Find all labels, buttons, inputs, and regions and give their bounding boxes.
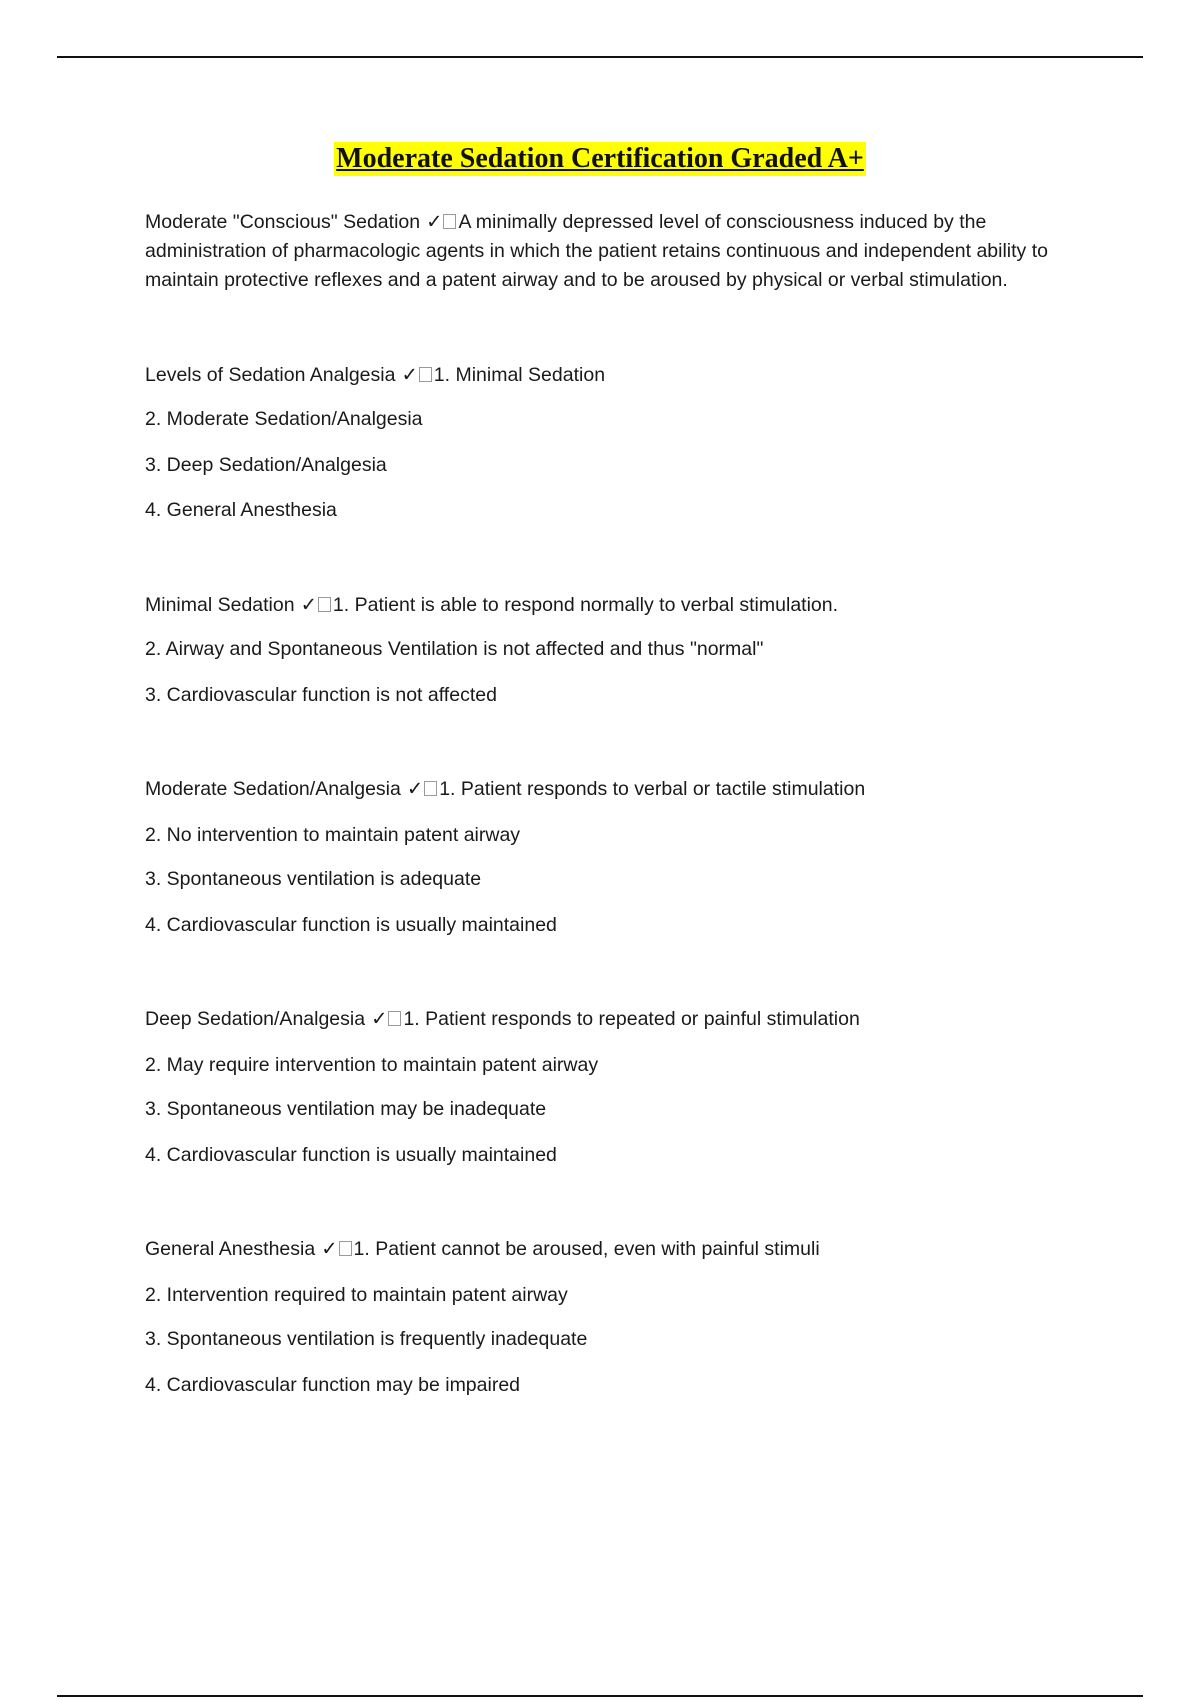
box-icon	[419, 367, 432, 382]
list-item: 2. No intervention to maintain patent airway	[145, 824, 521, 846]
top-rule	[57, 56, 1143, 58]
list-item: 3. Spontaneous ventilation may be inadequate	[145, 1098, 547, 1120]
list-item: 4. Cardiovascular function may be impaired	[145, 1374, 521, 1396]
check-mark-icon: ✓	[406, 777, 424, 800]
list-item: 3. Spontaneous ventilation is frequently inadequate	[145, 1328, 588, 1350]
title-container	[0, 142, 1200, 176]
definition-paragraph	[145, 207, 1093, 295]
list-item: 2. May require intervention to maintain patent airway	[145, 1054, 599, 1076]
section-first-item: 1. Patient cannot be aroused, even with painful stimuli	[353, 1238, 820, 1260]
section-term: General Anesthesia	[145, 1238, 316, 1260]
list-item: 4. General Anesthesia	[145, 499, 337, 521]
check-mark-icon: ✓	[426, 210, 443, 233]
box-icon	[318, 597, 331, 612]
box-icon	[339, 1241, 352, 1256]
section-first-item: 1. Patient responds to repeated or painful stimulation	[403, 1008, 860, 1030]
box-icon	[388, 1011, 401, 1026]
box-icon	[443, 214, 456, 229]
list-item: 3. Spontaneous ventilation is adequate	[145, 868, 482, 890]
check-mark-icon: ✓	[321, 1237, 338, 1260]
section-levels-heading	[145, 362, 605, 388]
section-term: Deep Sedation/Analgesia	[145, 1008, 366, 1030]
section-deep-heading	[145, 1006, 860, 1032]
bottom-rule	[57, 1695, 1143, 1697]
box-icon	[424, 781, 437, 796]
section-term: Minimal Sedation	[145, 594, 295, 616]
section-moderate-heading	[145, 776, 865, 802]
list-item: 3. Deep Sedation/Analgesia	[145, 454, 387, 476]
check-mark-icon: ✓	[371, 1007, 388, 1030]
list-item: 2. Airway and Spontaneous Ventilation is not affected and thus "normal"	[145, 638, 764, 660]
section-term: Levels of Sedation Analgesia	[145, 364, 396, 386]
page-title: Moderate Sedation Certification Graded A+	[336, 143, 864, 174]
definition-term: Moderate "Conscious" Sedation	[145, 211, 421, 233]
section-first-item: 1. Patient responds to verbal or tactile stimulation	[439, 778, 866, 800]
list-item: 2. Moderate Sedation/Analgesia	[145, 408, 423, 430]
list-item: 3. Cardiovascular function is not affected	[145, 684, 497, 706]
definition-text: A minimally depressed level of consciousness induced by the administration of pharmacologic agents in which the patient retains continuous and independent ability to maintain protective reflexes and a patent airway and to be aroused by physical or verbal stimulation.	[145, 211, 1048, 291]
section-minimal-heading	[145, 592, 838, 618]
section-first-item: 1. Minimal Sedation	[433, 364, 606, 386]
section-term: Moderate Sedation/Analgesia	[145, 778, 401, 800]
list-item: 4. Cardiovascular function is usually maintained	[145, 1144, 557, 1166]
section-general-heading	[145, 1236, 820, 1262]
list-item: 4. Cardiovascular function is usually maintained	[145, 914, 557, 936]
list-item: 2. Intervention required to maintain patent airway	[145, 1284, 568, 1306]
section-first-item: 1. Patient is able to respond normally to verbal stimulation.	[332, 594, 839, 616]
check-mark-icon: ✓	[401, 363, 418, 386]
check-mark-icon: ✓	[300, 593, 317, 616]
